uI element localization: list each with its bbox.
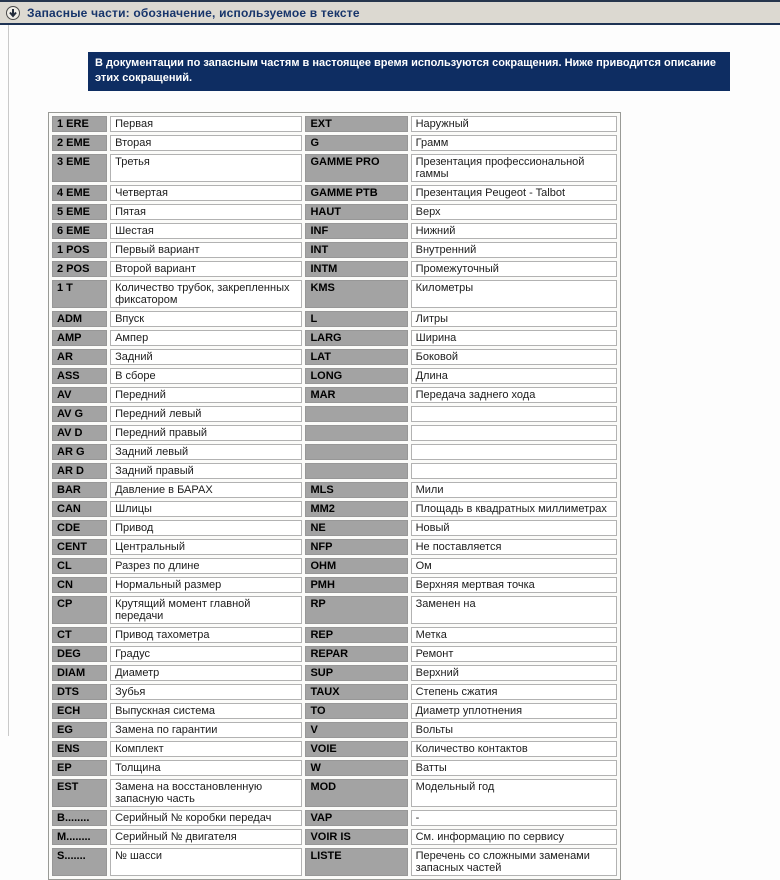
abbreviation-cell: AR: [52, 349, 107, 365]
abbreviation-cell: VOIR IS: [305, 829, 407, 845]
abbreviation-cell: EG: [52, 722, 107, 738]
description-cell: Верх: [411, 204, 617, 220]
abbreviation-cell: NFP: [305, 539, 407, 555]
description-cell: Вторая: [110, 135, 302, 151]
description-cell: Количество трубок, закрепленных фиксатором: [110, 280, 302, 308]
description-cell: Серийный № двигателя: [110, 829, 302, 845]
description-cell: Литры: [411, 311, 617, 327]
abbreviation-cell: OHM: [305, 558, 407, 574]
description-cell: Метка: [411, 627, 617, 643]
table-row: [52, 779, 617, 807]
abbreviation-cell: MAR: [305, 387, 407, 403]
table-row: [52, 330, 617, 346]
description-cell: См. информацию по сервису: [411, 829, 617, 845]
abbreviation-cell: MM2: [305, 501, 407, 517]
abbreviation-cell: LARG: [305, 330, 407, 346]
description-cell: [411, 425, 617, 441]
abbreviation-cell: ECH: [52, 703, 107, 719]
description-cell: Степень сжатия: [411, 684, 617, 700]
abbreviation-cell: HAUT: [305, 204, 407, 220]
table-row: [52, 741, 617, 757]
abbreviation-cell: 4 EME: [52, 185, 107, 201]
description-cell: Передний левый: [110, 406, 302, 422]
table-row: [52, 520, 617, 536]
frame-divider: [8, 25, 9, 736]
table-row: [52, 135, 617, 151]
table-row: [52, 387, 617, 403]
description-cell: Задний левый: [110, 444, 302, 460]
description-cell: Четвертая: [110, 185, 302, 201]
abbreviation-cell: TAUX: [305, 684, 407, 700]
abbreviation-cell: INTM: [305, 261, 407, 277]
abbreviation-cell: CL: [52, 558, 107, 574]
description-cell: Длина: [411, 368, 617, 384]
abbreviation-cell: CP: [52, 596, 107, 624]
description-cell: Ампер: [110, 330, 302, 346]
description-cell: Серийный № коробки передач: [110, 810, 302, 826]
description-cell: Пятая: [110, 204, 302, 220]
abbreviation-cell: INT: [305, 242, 407, 258]
abbreviation-cell: ENS: [52, 741, 107, 757]
description-cell: Ремонт: [411, 646, 617, 662]
table-row: [52, 848, 617, 876]
abbreviations-table-wrap: [48, 112, 621, 880]
abbreviation-cell: GAMME PRO: [305, 154, 407, 182]
table-row: [52, 204, 617, 220]
description-cell: Верхний: [411, 665, 617, 681]
table-row: [52, 185, 617, 201]
abbreviation-cell: G: [305, 135, 407, 151]
abbreviation-cell: VAP: [305, 810, 407, 826]
table-row: [52, 829, 617, 845]
abbreviation-cell: ASS: [52, 368, 107, 384]
abbreviation-cell: VOIE: [305, 741, 407, 757]
description-cell: № шасси: [110, 848, 302, 876]
abbreviation-cell: [305, 444, 407, 460]
description-cell: Центральный: [110, 539, 302, 555]
abbr-table-body: [52, 116, 617, 876]
table-row: [52, 577, 617, 593]
abbreviation-cell: L: [305, 311, 407, 327]
description-cell: Задний: [110, 349, 302, 365]
abbreviation-cell: AR G: [52, 444, 107, 460]
description-cell: Внутренний: [411, 242, 617, 258]
abbreviation-cell: 1 ERE: [52, 116, 107, 132]
description-cell: Ом: [411, 558, 617, 574]
abbreviation-cell: EST: [52, 779, 107, 807]
abbreviation-cell: 2 EME: [52, 135, 107, 151]
abbreviation-cell: TO: [305, 703, 407, 719]
description-cell: Ватты: [411, 760, 617, 776]
description-cell: Нижний: [411, 223, 617, 239]
page-title: Запасные части: обозначение, используемое в тексте: [27, 5, 360, 20]
description-cell: Зубья: [110, 684, 302, 700]
description-cell: Боковой: [411, 349, 617, 365]
abbreviation-cell: MOD: [305, 779, 407, 807]
description-cell: Мили: [411, 482, 617, 498]
description-cell: Шестая: [110, 223, 302, 239]
abbreviation-cell: B........: [52, 810, 107, 826]
description-cell: Презентация Peugeot - Talbot: [411, 185, 617, 201]
description-cell: Давление в БАРАХ: [110, 482, 302, 498]
description-cell: Передний: [110, 387, 302, 403]
abbreviation-cell: S.......: [52, 848, 107, 876]
abbreviation-cell: ADM: [52, 311, 107, 327]
table-row: [52, 463, 617, 479]
description-cell: Нормальный размер: [110, 577, 302, 593]
abbreviation-cell: BAR: [52, 482, 107, 498]
table-row: [52, 665, 617, 681]
description-cell: Первый вариант: [110, 242, 302, 258]
description-cell: [411, 406, 617, 422]
description-cell: Третья: [110, 154, 302, 182]
table-row: [52, 501, 617, 517]
description-cell: [411, 463, 617, 479]
abbreviation-cell: LONG: [305, 368, 407, 384]
abbreviation-cell: 1 T: [52, 280, 107, 308]
description-cell: Ширина: [411, 330, 617, 346]
description-cell: Промежуточный: [411, 261, 617, 277]
abbreviation-cell: REP: [305, 627, 407, 643]
abbreviation-cell: CAN: [52, 501, 107, 517]
description-cell: Первая: [110, 116, 302, 132]
description-cell: Второй вариант: [110, 261, 302, 277]
abbreviation-cell: V: [305, 722, 407, 738]
circle-down-arrow-icon[interactable]: [6, 6, 20, 20]
table-row: [52, 242, 617, 258]
description-cell: Замена по гарантии: [110, 722, 302, 738]
abbreviation-cell: [305, 406, 407, 422]
description-cell: Передний правый: [110, 425, 302, 441]
abbreviation-cell: M........: [52, 829, 107, 845]
table-row: [52, 261, 617, 277]
table-row: [52, 539, 617, 555]
description-cell: Новый: [411, 520, 617, 536]
description-cell: Выпускная система: [110, 703, 302, 719]
description-cell: -: [411, 810, 617, 826]
table-row: [52, 406, 617, 422]
table-row: [52, 280, 617, 308]
abbreviation-cell: 6 EME: [52, 223, 107, 239]
abbreviation-cell: KMS: [305, 280, 407, 308]
table-row: [52, 223, 617, 239]
description-cell: Верхняя мертвая точка: [411, 577, 617, 593]
description-cell: Модельный год: [411, 779, 617, 807]
description-cell: [411, 444, 617, 460]
abbreviation-cell: AR D: [52, 463, 107, 479]
table-row: [52, 684, 617, 700]
abbreviation-cell: GAMME PTB: [305, 185, 407, 201]
abbreviation-cell: AV D: [52, 425, 107, 441]
description-cell: Привод тахометра: [110, 627, 302, 643]
description-cell: Перечень со сложными заменами запасных частей: [411, 848, 617, 876]
abbreviation-cell: PMH: [305, 577, 407, 593]
table-row: [52, 311, 617, 327]
abbreviation-cell: SUP: [305, 665, 407, 681]
abbreviation-cell: EP: [52, 760, 107, 776]
description-cell: Количество контактов: [411, 741, 617, 757]
table-row: [52, 444, 617, 460]
abbreviation-cell: RP: [305, 596, 407, 624]
description-cell: Впуск: [110, 311, 302, 327]
description-cell: Шлицы: [110, 501, 302, 517]
abbreviation-cell: AV G: [52, 406, 107, 422]
abbreviation-cell: MLS: [305, 482, 407, 498]
abbreviation-cell: [305, 425, 407, 441]
abbreviation-cell: INF: [305, 223, 407, 239]
abbreviation-cell: LAT: [305, 349, 407, 365]
table-row: [52, 154, 617, 182]
table-row: [52, 596, 617, 624]
table-row: [52, 760, 617, 776]
abbreviation-cell: CN: [52, 577, 107, 593]
description-cell: Комплект: [110, 741, 302, 757]
description-cell: Привод: [110, 520, 302, 536]
table-row: [52, 646, 617, 662]
abbreviation-cell: DTS: [52, 684, 107, 700]
abbreviations-table: [48, 112, 621, 880]
table-row: [52, 722, 617, 738]
description-cell: Разрез по длине: [110, 558, 302, 574]
abbreviation-cell: NE: [305, 520, 407, 536]
description-cell: Диаметр уплотнения: [411, 703, 617, 719]
abbreviation-cell: CDE: [52, 520, 107, 536]
description-cell: Крутящий момент главной передачи: [110, 596, 302, 624]
description-cell: Грамм: [411, 135, 617, 151]
abbreviation-cell: REPAR: [305, 646, 407, 662]
abbreviation-cell: 2 POS: [52, 261, 107, 277]
description-cell: Наружный: [411, 116, 617, 132]
table-row: [52, 349, 617, 365]
table-row: [52, 703, 617, 719]
abbreviation-cell: CENT: [52, 539, 107, 555]
description-cell: Не поставляется: [411, 539, 617, 555]
table-row: [52, 810, 617, 826]
description-cell: Толщина: [110, 760, 302, 776]
table-row: [52, 482, 617, 498]
abbreviation-cell: 3 EME: [52, 154, 107, 182]
abbreviation-cell: AMP: [52, 330, 107, 346]
abbreviation-cell: W: [305, 760, 407, 776]
table-row: [52, 368, 617, 384]
abbreviation-cell: CT: [52, 627, 107, 643]
section-titlebar: [0, 0, 780, 25]
description-cell: Заменен на: [411, 596, 617, 624]
table-row: [52, 116, 617, 132]
table-row: [52, 425, 617, 441]
description-cell: Диаметр: [110, 665, 302, 681]
description-cell: Вольты: [411, 722, 617, 738]
description-cell: Километры: [411, 280, 617, 308]
table-row: [52, 627, 617, 643]
description-cell: Презентация профессиональной гаммы: [411, 154, 617, 182]
abbreviation-cell: AV: [52, 387, 107, 403]
table-row: [52, 558, 617, 574]
description-cell: Замена на восстановленную запасную часть: [110, 779, 302, 807]
description-cell: Задний правый: [110, 463, 302, 479]
description-cell: Площадь в квадратных миллиметрах: [411, 501, 617, 517]
abbreviation-cell: DEG: [52, 646, 107, 662]
abbreviation-cell: 5 EME: [52, 204, 107, 220]
abbreviation-cell: EXT: [305, 116, 407, 132]
description-cell: Градус: [110, 646, 302, 662]
description-cell: Передача заднего хода: [411, 387, 617, 403]
abbreviation-cell: [305, 463, 407, 479]
abbreviation-cell: DIAM: [52, 665, 107, 681]
description-cell: В сборе: [110, 368, 302, 384]
notice-banner: В документации по запасным частям в настоящее время используются сокращения. Ниже приводится описание этих сокращений.: [88, 52, 730, 91]
abbreviation-cell: 1 POS: [52, 242, 107, 258]
abbreviation-cell: LISTE: [305, 848, 407, 876]
